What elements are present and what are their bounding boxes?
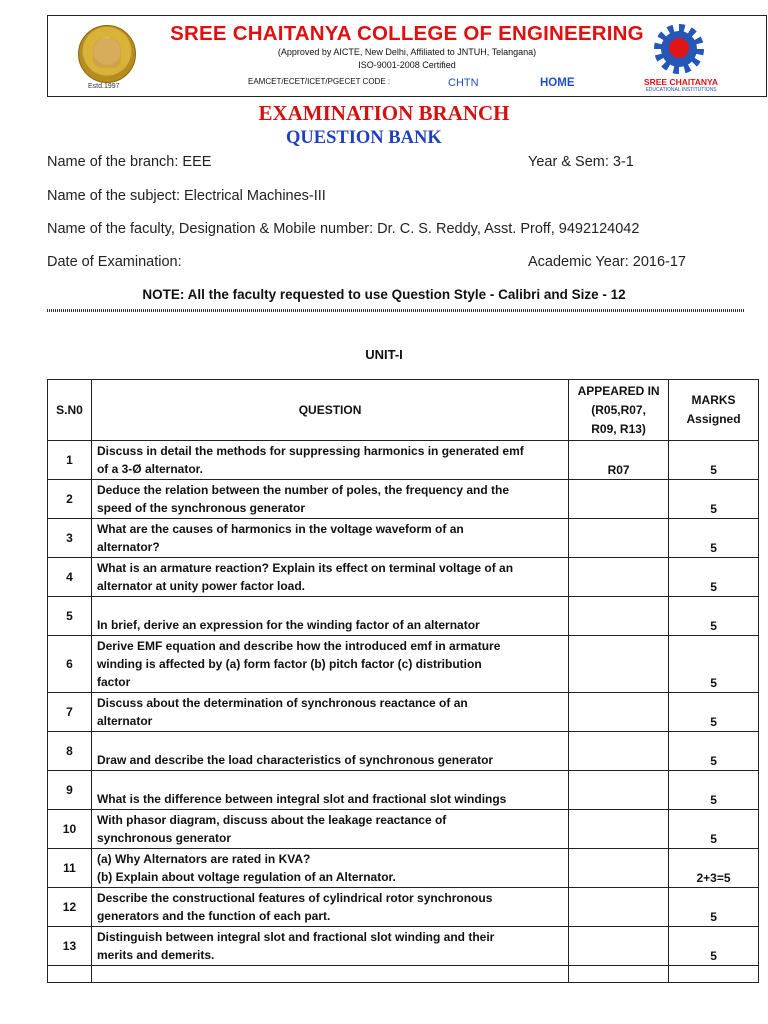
style-note: NOTE: All the faculty requested to use Question Style - Calibri and Size - 12 bbox=[142, 287, 626, 302]
row-appeared bbox=[569, 636, 669, 693]
year-sem-info: Year & Sem: 3-1 bbox=[528, 154, 634, 170]
institution-logo-text: SREE CHAITANYA bbox=[643, 77, 719, 87]
table-row bbox=[48, 519, 759, 558]
page-title: EXAMINATION BRANCH bbox=[258, 101, 510, 125]
established-year: Estd.1997 bbox=[88, 83, 120, 90]
row-appeared bbox=[569, 558, 669, 597]
college-name: SREE CHAITANYA COLLEGE OF ENGINEERING bbox=[170, 22, 644, 45]
row-marks: 5 bbox=[669, 441, 759, 480]
row-sno: 10 bbox=[48, 810, 92, 849]
row-appeared bbox=[569, 597, 669, 636]
row-sno: 3 bbox=[48, 519, 92, 558]
table-row bbox=[48, 558, 759, 597]
approval-line: (Approved by AICTE, New Delhi, Affiliated to JNTUH, Telangana) bbox=[277, 47, 537, 57]
row-marks: 5 bbox=[669, 693, 759, 732]
row-question: What is an armature reaction? Explain its effect on terminal voltage of an alternator at unity power factor load. bbox=[91, 558, 568, 597]
codes-label: EAMCET/ECET/ICET/PGECET CODE : bbox=[248, 77, 391, 86]
table-row bbox=[48, 636, 759, 693]
row-sno: 9 bbox=[48, 771, 92, 810]
row-appeared bbox=[569, 927, 669, 966]
row-marks: 5 bbox=[669, 519, 759, 558]
row-question: Derive EMF equation and describe how the introduced emf in armature winding is affected by (a) form factor (b) pitch factor (c) distribution factor bbox=[91, 636, 568, 693]
college-header bbox=[47, 15, 767, 97]
row-marks: 5 bbox=[669, 888, 759, 927]
row-sno: 6 bbox=[48, 636, 92, 693]
row-appeared bbox=[569, 849, 669, 888]
question-header: QUESTION bbox=[91, 380, 568, 441]
home-link[interactable]: HOME bbox=[540, 77, 575, 89]
row-appeared bbox=[569, 693, 669, 732]
row-sno: 11 bbox=[48, 849, 92, 888]
row-question: Deduce the relation between the number of poles, the frequency and the speed of the synchronous generator bbox=[91, 480, 568, 519]
table-row bbox=[48, 888, 759, 927]
row-marks: 5 bbox=[669, 732, 759, 771]
table-row bbox=[48, 771, 759, 810]
row-question: In brief, derive an expression for the winding factor of an alternator bbox=[91, 597, 568, 636]
dotted-divider bbox=[47, 309, 745, 312]
subject-info: Name of the subject: Electrical Machines-III bbox=[47, 188, 326, 204]
academic-year-info: Academic Year: 2016-17 bbox=[528, 254, 686, 270]
unit-heading: UNIT-I bbox=[365, 347, 403, 362]
table-row bbox=[48, 597, 759, 636]
row-appeared: R07 bbox=[569, 441, 669, 480]
row-sno: 5 bbox=[48, 597, 92, 636]
row-sno: 1 bbox=[48, 441, 92, 480]
row-appeared bbox=[569, 771, 669, 810]
row-appeared bbox=[569, 480, 669, 519]
exam-date-info: Date of Examination: bbox=[47, 254, 182, 270]
table-row bbox=[48, 480, 759, 519]
institution-logo-subtext: EDUCATIONAL INSTITUTIONS bbox=[645, 87, 717, 93]
row-appeared bbox=[569, 888, 669, 927]
row-marks: 5 bbox=[669, 480, 759, 519]
row-marks: 5 bbox=[669, 636, 759, 693]
page-subtitle: QUESTION BANK bbox=[286, 128, 442, 148]
table-row bbox=[48, 693, 759, 732]
sno-header: S.N0 bbox=[48, 380, 92, 441]
marks-header: MARKS Assigned bbox=[669, 380, 759, 441]
row-appeared bbox=[569, 519, 669, 558]
row-marks: 5 bbox=[669, 771, 759, 810]
row-marks: 5 bbox=[669, 810, 759, 849]
row-appeared bbox=[569, 732, 669, 771]
row-sno: 12 bbox=[48, 888, 92, 927]
row-question: Distinguish between integral slot and fractional slot winding and their merits and demerits. bbox=[91, 927, 568, 966]
appeared-header: APPEARED IN (R05,R07, R09, R13) bbox=[569, 380, 669, 441]
row-question: Draw and describe the load characteristics of synchronous generator bbox=[91, 732, 568, 771]
row-question: What are the causes of harmonics in the voltage waveform of an alternator? bbox=[91, 519, 568, 558]
empty-row bbox=[48, 966, 759, 983]
sree-chaitanya-gear-logo bbox=[654, 24, 704, 74]
table-row bbox=[48, 732, 759, 771]
row-sno: 13 bbox=[48, 927, 92, 966]
table-row bbox=[48, 927, 759, 966]
row-sno: 8 bbox=[48, 732, 92, 771]
branch-info: Name of the branch: EEE bbox=[47, 154, 212, 170]
row-question: Describe the constructional features of cylindrical rotor synchronous generators and the function of each part. bbox=[91, 888, 568, 927]
row-appeared bbox=[569, 810, 669, 849]
row-question: Discuss in detail the methods for suppressing harmonics in generated emf of a 3-Ø alternator. bbox=[91, 441, 568, 480]
question-table bbox=[47, 379, 759, 983]
row-question: (a) Why Alternators are rated in KVA? (b) Explain about voltage regulation of an Alternator. bbox=[91, 849, 568, 888]
row-marks: 2+3=5 bbox=[669, 849, 759, 888]
table-row bbox=[48, 849, 759, 888]
table-row bbox=[48, 810, 759, 849]
college-code: CHTN bbox=[448, 77, 479, 89]
row-marks: 5 bbox=[669, 558, 759, 597]
row-question: With phasor diagram, discuss about the leakage reactance of synchronous generator bbox=[91, 810, 568, 849]
row-marks: 5 bbox=[669, 927, 759, 966]
row-sno: 2 bbox=[48, 480, 92, 519]
row-question: What is the difference between integral slot and fractional slot windings bbox=[91, 771, 568, 810]
row-marks: 5 bbox=[669, 597, 759, 636]
row-question: Discuss about the determination of synchronous reactance of an alternator bbox=[91, 693, 568, 732]
table-row bbox=[48, 441, 759, 480]
row-sno: 4 bbox=[48, 558, 92, 597]
iso-certification: ISO-9001-2008 Certified bbox=[358, 60, 456, 70]
faculty-info: Name of the faculty, Designation & Mobile number: Dr. C. S. Reddy, Asst. Proff, 9492124042 bbox=[47, 221, 640, 237]
table-header-row bbox=[48, 380, 759, 441]
row-sno: 7 bbox=[48, 693, 92, 732]
